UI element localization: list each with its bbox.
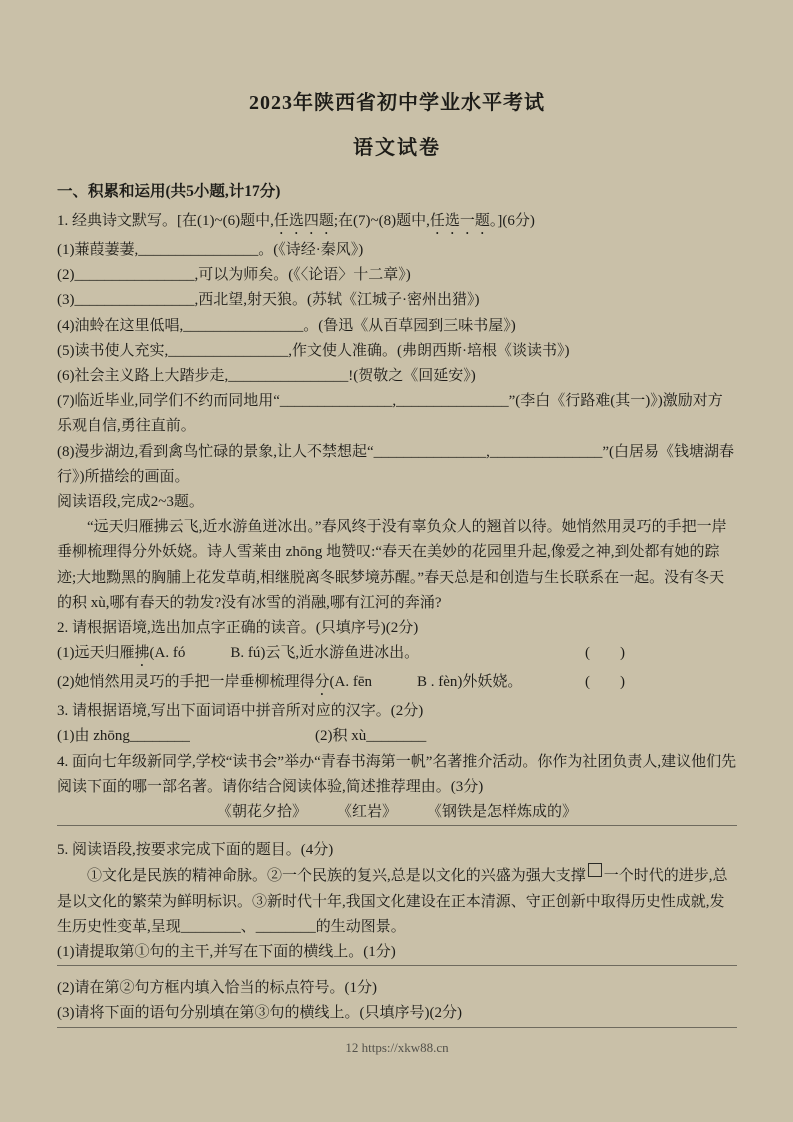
- passage-1-text: “远天归雁拂云飞,近水游鱼迸冰出。”春风终于没有辜负众人的翘首以待。她悄然用灵巧的手把一岸垂柳梳理得分外妖娆。诗人雪莱由 zhōng 地赞叹:“春天在美妙的花园里升起,像爱之神,到处都有她的踪迹;大地黝黑的胸脯上花发草萌,相继脱离冬眠梦境苏醒。”春天总是和创造与生长联系在一起。没有冬天的积 xù,哪有春天的勃发?没有冰雪的消融,哪有江河的奔涌?: [57, 519, 727, 611]
- q2-item-1-text: [57, 641, 419, 670]
- q2-item-2: [57, 670, 737, 699]
- q1-item-7: (7)临近毕业,同学们不约而同地用“_______________,_______________”(李白《行路难(其一)》)激励对方乐观自信,勇往直前。: [57, 393, 723, 435]
- q1-item-1: (1)蒹葭萋萋,________________。(《诗经·秦风》): [57, 242, 364, 258]
- q5-sub-1: (1)请提取第①句的主干,并写在下面的横线上。(1分): [57, 944, 396, 961]
- q2-stem: 2. 请根据语境,选出加点字正确的读音。(只填序号)(2分): [57, 620, 419, 637]
- q1-item-8: (8)漫步湖边,看到禽鸟忙碌的景象,让人不禁想起“_______________,_______________”(白居易《钱塘湖春行》)所描绘的画面。: [57, 443, 735, 485]
- page-title: 2023年陕西省初中学业水平考试: [249, 92, 545, 114]
- q2-item-2-answer-bracket: ( ): [585, 674, 625, 691]
- q1-stem-emphasis-1: 任选四题: [273, 213, 334, 229]
- q1-stem: [57, 209, 737, 238]
- q2-item-1-pre: (1)远天归雁: [57, 645, 135, 662]
- q5-passage-part-1: ①文化是民族的精神命脉。②一个民族的复兴,总是以文化的兴盛为强大支撑: [87, 868, 586, 885]
- q1-stem-part: 。](6分): [489, 213, 535, 229]
- q2-item-1: [57, 641, 737, 670]
- q2-item-1-dotted-char: 拂: [134, 645, 150, 662]
- q3-stem: 3. 请根据语境,写出下面词语中拼音所对应的汉字。(2分): [57, 703, 424, 720]
- q3-item-1: (1)由 zhōng________: [57, 728, 190, 745]
- q4-book-options: 《朝花夕拾》 《红岩》 《钢铁是怎样炼成的》: [216, 804, 577, 821]
- page-footer-watermark: 12 https://xkw88.cn: [345, 1039, 449, 1055]
- q5-sub-3: (3)请将下面的语句分别填在第③句的横线上。(只填序号)(2分): [57, 1005, 462, 1022]
- passage-1-lead: 阅读语段,完成2~3题。: [57, 494, 204, 511]
- q1-item-6: (6)社会主义路上大踏步走,________________!(贺敬之《回延安》): [57, 368, 476, 385]
- divider-1: [57, 825, 737, 826]
- q1-item-3: (3)________________,西北望,射天狼。(苏轼《江城子·密州出猎》): [57, 292, 480, 309]
- divider-3: [57, 1027, 737, 1028]
- q2-item-2-text: [57, 670, 522, 699]
- q3-items: [57, 724, 737, 749]
- divider-2: [57, 965, 737, 966]
- q5-passage: [57, 863, 737, 940]
- q1-stem-part: ;在(7)~(8)题中,: [333, 213, 430, 229]
- q4-stem: 4. 面向七年级新同学,学校“读书会”举办“青春书海第一帆”名著推介活动。你作为社团负责人,建议他们先阅读下面的哪一部名著。请你结合阅读体验,简述推荐理由。(3分): [57, 753, 737, 795]
- section-1-heading: 一、积累和运用(共5小题,计17分): [57, 183, 281, 200]
- q5-passage-part-2: 一个时代的进步,总是以文化的繁荣为鲜明标识。③新时代十年,我国文化建设在正本清源、守正创新中取得历史性成就,发生历史性变革,呈现________、________的生动图景。: [57, 868, 728, 935]
- q5-sub-2: (2)请在第②句方框内填入恰当的标点符号。(1分): [57, 980, 377, 997]
- q2-item-1-answer-bracket: ( ): [585, 645, 625, 662]
- q1-item-4: (4)油蛉在这里低唱,________________。(鲁迅《从百草园到三味书屋》): [57, 317, 516, 334]
- q5-stem: 5. 阅读语段,按要求完成下面的题目。(4分): [57, 842, 334, 859]
- punctuation-box: [588, 863, 602, 877]
- q2-item-2-pre: (2)她悄然用灵巧的手把一岸垂柳梳理得: [57, 674, 315, 691]
- q1-stem-emphasis-2: 任选一题: [429, 213, 490, 229]
- q2-item-2-dotted-char: 分: [314, 674, 330, 691]
- q1-item-5: (5)读书使人充实,________________,作文使人准确。(弗朗西斯·培根《谈读书》): [57, 342, 570, 359]
- q2-item-1-post: (A. fó B. fú)云飞,近水游鱼进冰出。: [149, 645, 420, 662]
- page-subtitle: 语文试卷: [353, 137, 441, 159]
- q3-item-2: (2)积 xù________: [315, 728, 427, 745]
- q2-item-2-post: (A. fēn B . fèn)外妖娆。: [329, 674, 523, 691]
- q1-stem-part: 1. 经典诗文默写。[在(1)~(6)题中,: [57, 213, 274, 229]
- q1-item-2: (2)________________,可以为师矣。(《〈论语〉十二章》): [57, 267, 411, 284]
